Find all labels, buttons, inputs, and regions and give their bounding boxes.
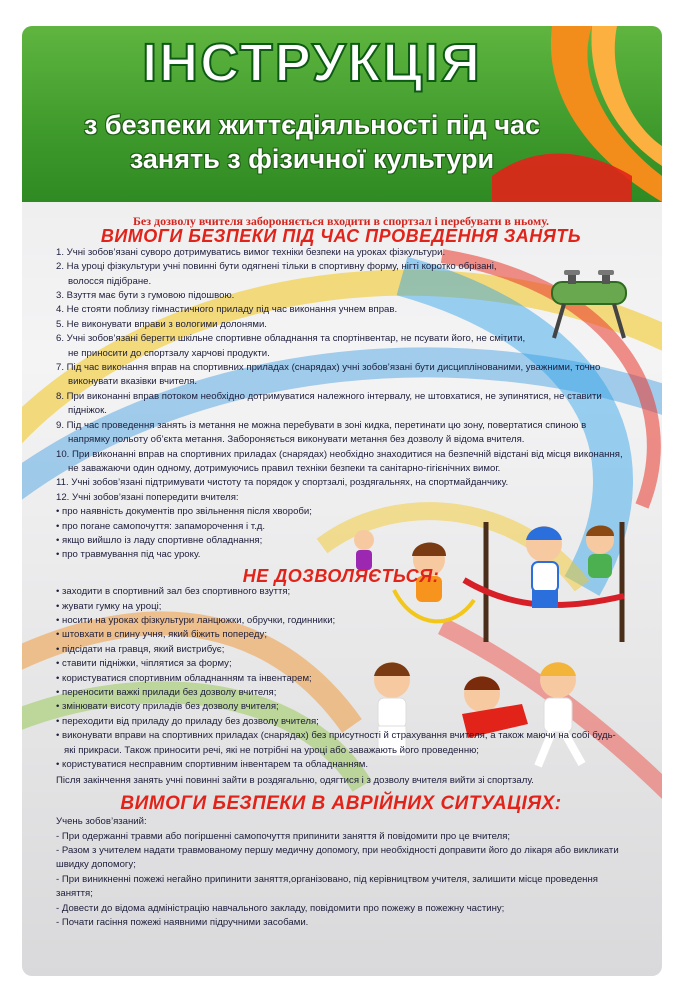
list-item: • заходити в спортивний зал без спортивного взуття; <box>56 586 291 598</box>
emergency-list <box>56 830 626 931</box>
list-item: - Довести до відома адміністрацію навчального закладу, повідомити про пожежу в пожежну частину; <box>56 902 505 914</box>
list-item: • змінювати висоту приладів без дозволу вчителя; <box>56 701 279 713</box>
list-item: • виконувати вправи на спортивних приладах (снарядах) без присутності й страхування вчителя, а також маючи на собі будь-які прикраси. Також приносити речі, які не потрібні на уроці або заважають його проведенню; <box>56 730 616 756</box>
list-item: • якщо вийшло із ладу спортивне обладнання; <box>56 534 263 546</box>
notify-teacher-list <box>56 505 626 563</box>
forbidden-list <box>56 585 626 772</box>
list-item: • штовхати в спину учня, який біжить попереду; <box>56 629 267 641</box>
entry-warning: Без дозволу вчителя забороняється входити в спортзал і перебувати в ньому. <box>132 214 550 228</box>
list-item: - При виникненні пожежі негайно припинити заняття,організовано, під керівництвом учителя, залишити місце проведення заняття; <box>56 873 598 900</box>
page-title: ІНСТРУКЦІЯ <box>142 33 482 93</box>
list-item: • ставити підніжки, чіплятися за форму; <box>56 658 232 670</box>
after-class-note: Після закінчення занять учні повинні зайти в роздягальню, одягтися і з дозволу вчителя вийти зі спортзалу. <box>56 775 534 787</box>
list-item: • користуватися спортивним обладнанням та інвентарем; <box>56 672 312 684</box>
page-subtitle <box>72 108 552 176</box>
list-item: 1. Учні зобов’язані суворо дотримуватись вимог техніки безпеки на уроках фізкультури. <box>56 246 446 258</box>
list-item: - При одержанні травми або погіршенні самопочуття припинити заняття й повідомити про це вчителя; <box>56 830 511 842</box>
list-item: 11. Учні зобов’язані підтримувати чистоту та порядок у спортзалі, роздягальнях, на спортмайданчику. <box>56 477 509 489</box>
requirements-list <box>56 246 626 505</box>
list-item: • про наявність документів про звільнення після хвороби; <box>56 506 312 518</box>
list-item: 9. Під час проведення занять із метання не можна перебувати в зоні кидка, перетинати цю зону, повертатися спиною в напрямку польоту об’єкта метання. Забороняється виконувати метання без дозволу й відома вчителя. <box>56 419 587 446</box>
list-item: • жувати гумку на уроці; <box>56 600 162 612</box>
list-item: • носити на уроках фізкультури ланцюжки, обручки, годинники; <box>56 614 336 626</box>
list-item: 8. При виконанні вправ потоком необхідно дотримуватися належного інтервалу, не штовхатися, не зупинятися, не ставити підніжок. <box>56 390 602 417</box>
list-item: - Почати гасіння пожежі наявними підручними засобами. <box>56 917 309 929</box>
instruction-content <box>56 214 626 931</box>
list-item: • про погане самопочуття: запаморочення і т.д. <box>56 520 266 532</box>
list-item: 3. Взуття має бути з гумовою підошвою. <box>56 290 235 302</box>
forbidden-title: НЕ ДОЗВОЛЯЄТЬСЯ: <box>242 565 440 586</box>
list-item: • про травмування під час уроку. <box>56 549 201 561</box>
list-item: 10. При виконанні вправ на спортивних приладах (снарядах) необхідно знаходитися на безпечній відстані від місця виконання, не заважаючи один одному, дотримуючись правил техніки безпеки та санітарно-гігієнічних вимог. <box>56 448 623 474</box>
list-item: • переходити від приладу до приладу без дозволу вчителя; <box>56 715 319 727</box>
list-item: 5. Не виконувати вправи з вологими долонями. <box>56 318 267 330</box>
list-item: 2. На уроці фізкультури учні повинні бути одягнені тільки в спортивну форму, нігті коротко обрізані, волосся підібране. <box>56 261 497 287</box>
header-banner <box>22 26 662 202</box>
list-item: • підсідати на гравця, який вистрибує; <box>56 643 225 655</box>
emergency-title: ВИМОГИ БЕЗПЕКИ В АВРІЙНИХ СИТУАЦІЯХ: <box>120 792 562 814</box>
list-item: 6. Учні зобов’язані берегти шкільне спортивне обладнання та спортінвентар, не псувати його, не смітити, не приносити до спортзалу харчові продукти. <box>56 333 526 359</box>
list-item: - Разом з учителем надати травмованому першу медичну допомогу, при необхідності доправити його до лікаря або викликати швидку допомогу; <box>56 845 619 871</box>
subtitle-line: занять з фізичної культури <box>129 144 495 174</box>
list-item: • користуватися несправним спортивним інвентарем та обладнанням. <box>56 759 369 771</box>
subtitle-line: з безпеки життєдіяльності під час <box>83 110 541 140</box>
list-item: 7. Під час виконання вправ на спортивних приладах (снарядах) учні зобов’язані бути дисциплінованими, уважними, точно виконувати вказівки вчителя. <box>56 362 601 388</box>
list-item: 12. Учні зобов’язані попередити вчителя: <box>56 491 239 503</box>
list-item: • переносити важкі прилади без дозволу вчителя; <box>56 687 277 698</box>
list-item: 4. Не стояти поблизу гімнастичного приладу під час виконання учнем вправ. <box>56 304 398 316</box>
requirements-title: ВИМОГИ БЕЗПЕКИ ПІД ЧАС ПРОВЕДЕННЯ ЗАНЯТЬ <box>100 226 582 247</box>
emergency-intro: Учень зобов’язаний: <box>56 816 147 828</box>
poster <box>22 26 662 976</box>
